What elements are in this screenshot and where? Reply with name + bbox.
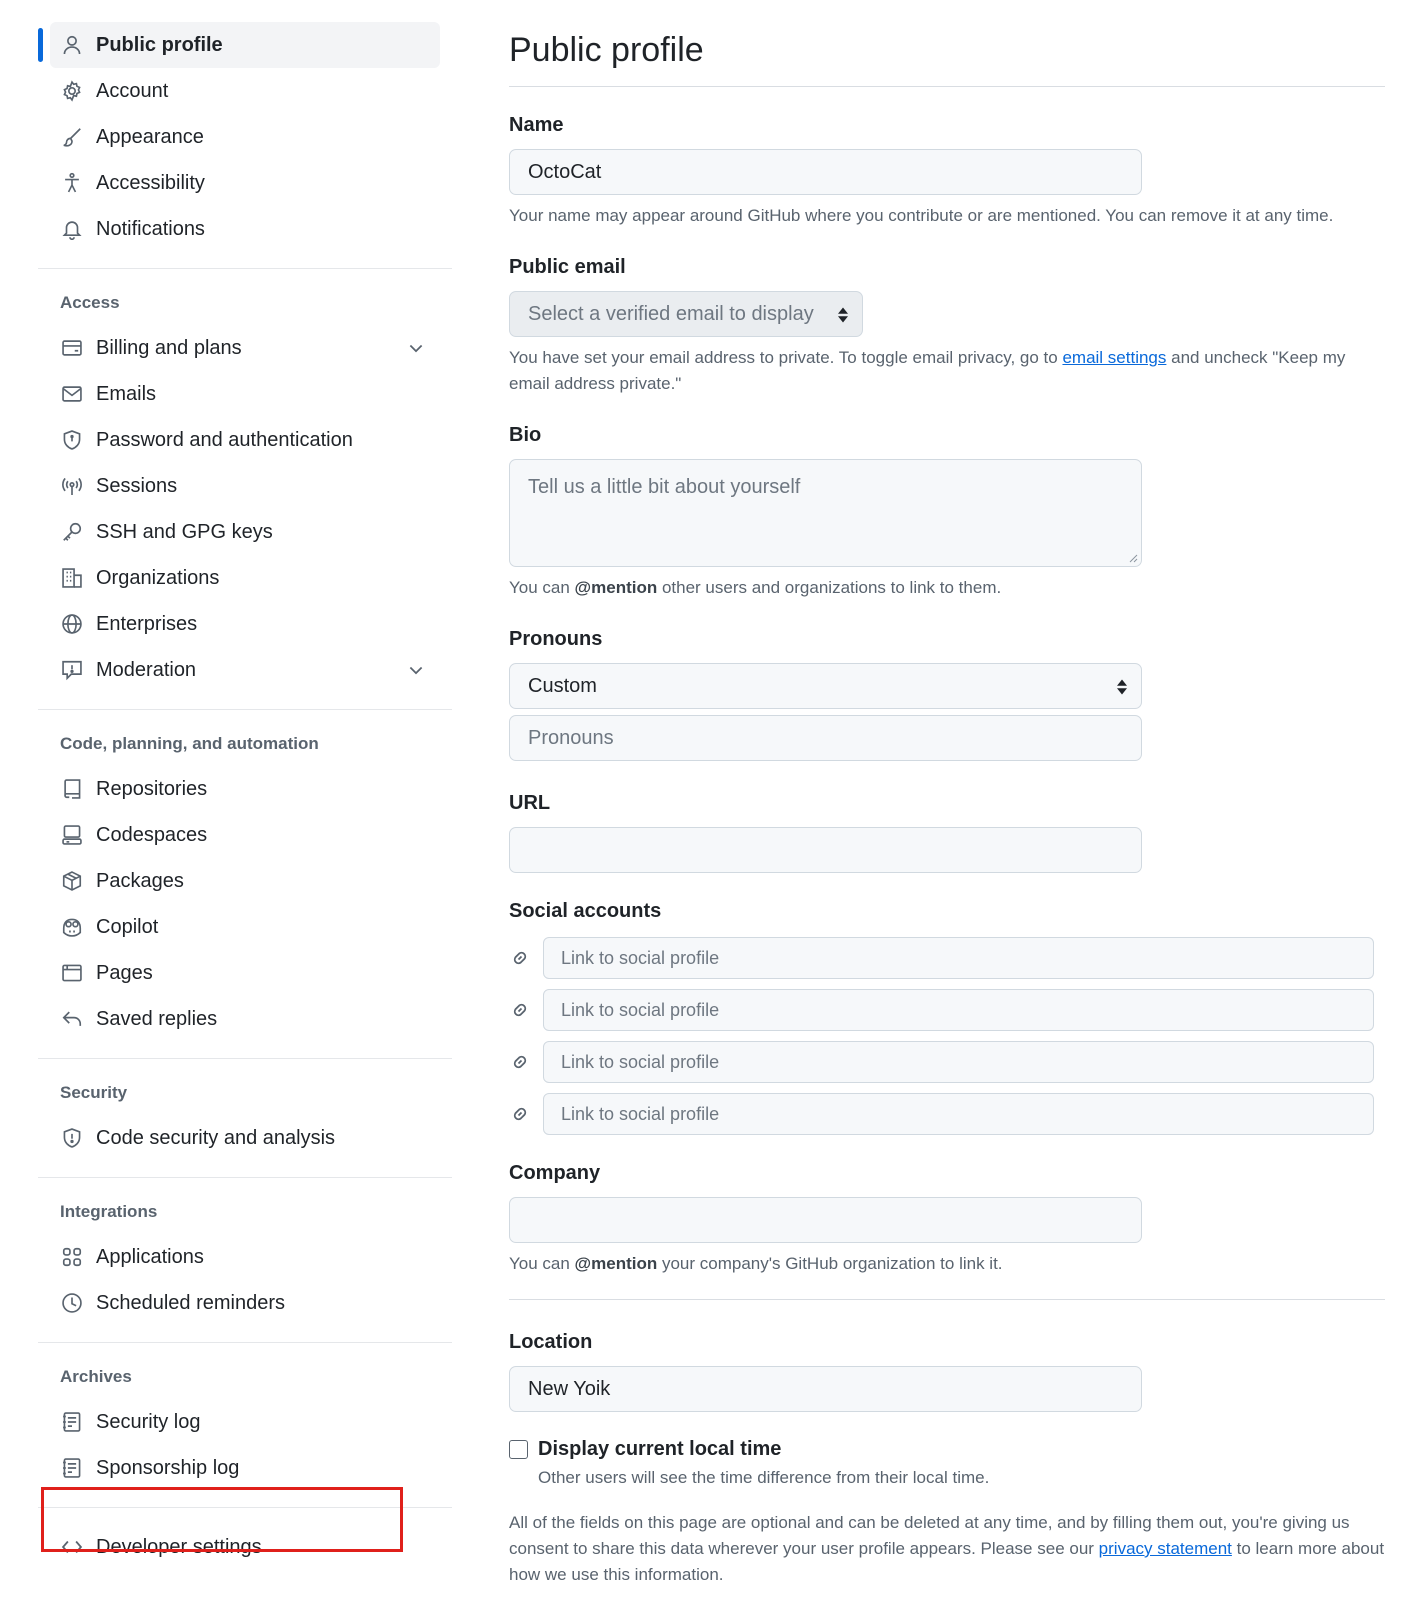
apps-icon xyxy=(60,1245,84,1269)
bio-note: You can @mention other users and organizations to link to them. xyxy=(509,578,1002,597)
sidebar-item-label: Sponsorship log xyxy=(96,1456,240,1479)
public-email-select[interactable] xyxy=(509,291,863,337)
email-settings-link[interactable]: email settings xyxy=(1062,348,1167,367)
sidebar-item-codespaces[interactable] xyxy=(38,812,452,858)
sidebar-item-emails[interactable] xyxy=(38,371,452,417)
sidebar-item-label: Copilot xyxy=(96,915,159,938)
social-link-input[interactable]: Link to social profile xyxy=(543,1093,1374,1135)
name-input[interactable]: OctoCat xyxy=(509,149,1142,195)
paintbrush-icon xyxy=(60,125,84,149)
sidebar-item-label: SSH and GPG keys xyxy=(96,520,273,543)
sidebar-divider xyxy=(38,709,452,710)
clock-icon xyxy=(60,1291,84,1315)
shield-lock-icon xyxy=(60,428,84,452)
sidebar-item-password[interactable] xyxy=(38,417,452,463)
sidebar-item-label: Saved replies xyxy=(96,1007,218,1030)
sidebar-item-label: Moderation xyxy=(96,658,197,681)
sidebar-item-label: Notifications xyxy=(96,217,205,240)
sidebar-item-label: Developer settings xyxy=(96,1535,262,1558)
sidebar-item-label: Sessions xyxy=(96,474,178,497)
social-link-input[interactable]: Link to social profile xyxy=(543,989,1374,1031)
sidebar-item-scheduled-reminders[interactable] xyxy=(38,1280,452,1326)
bio-placeholder: Tell us a little bit about yourself xyxy=(528,476,801,498)
sidebar-item-label: Scheduled reminders xyxy=(96,1291,285,1314)
copilot-icon xyxy=(60,915,84,939)
accessibility-icon xyxy=(60,171,84,195)
title-divider xyxy=(509,86,1385,87)
name-note: Your name may appear around GitHub where you contribute or are mentioned. You can remove it at any time. xyxy=(509,206,1334,225)
sidebar-divider xyxy=(38,1342,452,1343)
sidebar-item-account[interactable] xyxy=(38,68,452,114)
local-time-row xyxy=(509,1436,1385,1462)
social-row xyxy=(509,1041,1385,1083)
pronouns-label: Pronouns xyxy=(509,627,603,650)
shield-icon xyxy=(60,1126,84,1150)
company-input[interactable] xyxy=(509,1197,1142,1243)
log-icon xyxy=(60,1456,84,1480)
sidebar-item-notifications[interactable] xyxy=(38,206,452,252)
key-icon xyxy=(60,520,84,544)
sidebar-item-public-profile[interactable] xyxy=(50,22,440,68)
sidebar-item-label: Security log xyxy=(96,1410,201,1433)
sidebar-item-accessibility[interactable] xyxy=(38,160,452,206)
url-input[interactable] xyxy=(509,827,1142,873)
sidebar-divider xyxy=(38,1177,452,1178)
section-divider xyxy=(509,1299,1385,1300)
sidebar-item-saved-replies[interactable] xyxy=(38,996,452,1042)
sidebar-section-security: Security xyxy=(60,1083,128,1102)
sidebar-item-label: Pages xyxy=(96,961,153,984)
globe-icon xyxy=(60,612,84,636)
social-row xyxy=(509,989,1385,1031)
company-note: You can @mention your company's GitHub organization to link it. xyxy=(509,1254,1003,1273)
sidebar-item-security-log[interactable] xyxy=(38,1399,452,1445)
sidebar-item-label: Appearance xyxy=(96,125,204,148)
package-icon xyxy=(60,869,84,893)
resize-grip-icon[interactable] xyxy=(1126,551,1138,563)
public-email-selected: Select a verified email to display xyxy=(528,302,814,325)
browser-icon xyxy=(60,961,84,985)
sidebar-divider xyxy=(38,1058,452,1059)
sidebar-item-appearance[interactable] xyxy=(38,114,452,160)
sidebar-item-billing[interactable] xyxy=(38,325,452,371)
bio-textarea[interactable] xyxy=(509,459,1142,567)
chevron-down-icon[interactable] xyxy=(406,338,426,358)
sidebar-section-access: Access xyxy=(60,293,120,312)
link-icon xyxy=(508,998,532,1022)
log-icon xyxy=(60,1410,84,1434)
sidebar-item-label: Applications xyxy=(96,1245,204,1268)
sidebar-item-label: Repositories xyxy=(96,777,208,800)
local-time-note: Other users will see the time difference from their local time. xyxy=(538,1468,990,1487)
sidebar-item-copilot[interactable] xyxy=(38,904,452,950)
sidebar-section-integrations: Integrations xyxy=(60,1202,158,1221)
bell-icon xyxy=(60,217,84,241)
profile-form xyxy=(509,22,1385,1588)
chevron-down-icon[interactable] xyxy=(406,660,426,680)
sidebar-item-pages[interactable] xyxy=(38,950,452,996)
sidebar-item-label: Account xyxy=(96,79,169,102)
social-row xyxy=(509,1093,1385,1135)
sidebar-item-label: Emails xyxy=(96,382,157,405)
sidebar-section-archives: Archives xyxy=(60,1367,132,1386)
sidebar-item-ssh-keys[interactable] xyxy=(38,509,452,555)
location-input[interactable]: New Yoik xyxy=(509,1366,1142,1412)
sidebar-item-moderation[interactable] xyxy=(38,647,452,693)
report-icon xyxy=(60,658,84,682)
sidebar-section-code: Code, planning, and automation xyxy=(60,734,319,753)
social-link-input[interactable]: Link to social profile xyxy=(543,1041,1374,1083)
sidebar-item-packages[interactable] xyxy=(38,858,452,904)
sidebar-item-applications[interactable] xyxy=(38,1234,452,1280)
organization-icon xyxy=(60,566,84,590)
select-arrows-icon xyxy=(1115,677,1129,697)
sidebar-item-label: Codespaces xyxy=(96,823,208,846)
privacy-statement-link[interactable]: privacy statement xyxy=(1098,1539,1232,1558)
sidebar-item-label: Accessibility xyxy=(96,171,205,194)
location-label: Location xyxy=(509,1330,593,1353)
developer-settings-highlight xyxy=(41,1487,403,1552)
social-row xyxy=(509,937,1385,979)
reply-icon xyxy=(60,1007,84,1031)
link-icon xyxy=(508,1050,532,1074)
credit-card-icon xyxy=(60,336,84,360)
link-icon xyxy=(508,946,532,970)
select-arrows-icon xyxy=(836,305,850,325)
company-label: Company xyxy=(509,1161,601,1184)
optional-fields-note: All of the fields on this page are optional and can be deleted at any time, and by filling them out, you're giving us consent to share this data wherever your user profile appears. Please see our privacy statement to learn more about how we use this information. xyxy=(509,1513,1385,1584)
sidebar-item-label: Public profile xyxy=(96,33,223,56)
active-indicator xyxy=(38,28,43,62)
social-accounts-list xyxy=(509,937,1385,1135)
local-time-checkbox[interactable] xyxy=(509,1440,528,1459)
pronouns-input[interactable]: Pronouns xyxy=(509,715,1142,761)
public-email-label: Public email xyxy=(509,255,626,278)
broadcast-icon xyxy=(60,474,84,498)
sidebar-item-label: Organizations xyxy=(96,566,220,589)
bio-label: Bio xyxy=(509,423,542,446)
codespaces-icon xyxy=(60,823,84,847)
url-label: URL xyxy=(509,791,551,814)
sidebar-item-organizations[interactable] xyxy=(38,555,452,601)
local-time-label[interactable]: Display current local time xyxy=(538,1437,782,1460)
name-label: Name xyxy=(509,113,564,136)
repo-icon xyxy=(60,777,84,801)
sidebar-divider xyxy=(38,268,452,269)
public-email-note: You have set your email address to private. To toggle email privacy, go to email settings and uncheck "Keep my email address private." xyxy=(509,348,1346,393)
pronouns-selected: Custom xyxy=(528,674,597,697)
social-link-input[interactable]: Link to social profile xyxy=(543,937,1374,979)
sidebar-item-enterprises[interactable] xyxy=(38,601,452,647)
link-icon xyxy=(508,1102,532,1126)
sidebar-item-label: Code security and analysis xyxy=(96,1126,336,1149)
pronouns-select[interactable] xyxy=(509,663,1142,709)
sidebar-item-sessions[interactable] xyxy=(38,463,452,509)
sidebar-item-label: Billing and plans xyxy=(96,336,242,359)
sidebar-item-repositories[interactable] xyxy=(38,766,452,812)
social-accounts-label: Social accounts xyxy=(509,899,662,922)
sidebar-item-label: Password and authentication xyxy=(96,428,353,451)
person-icon xyxy=(60,33,84,57)
sidebar-item-label: Packages xyxy=(96,869,184,892)
mail-icon xyxy=(60,382,84,406)
gear-icon xyxy=(60,79,84,103)
sidebar-item-label: Enterprises xyxy=(96,612,198,635)
settings-sidebar xyxy=(38,22,452,1570)
sidebar-item-sponsorship-log[interactable] xyxy=(38,1445,452,1491)
page-title: Public profile xyxy=(509,30,704,69)
sidebar-item-code-security[interactable] xyxy=(38,1115,452,1161)
